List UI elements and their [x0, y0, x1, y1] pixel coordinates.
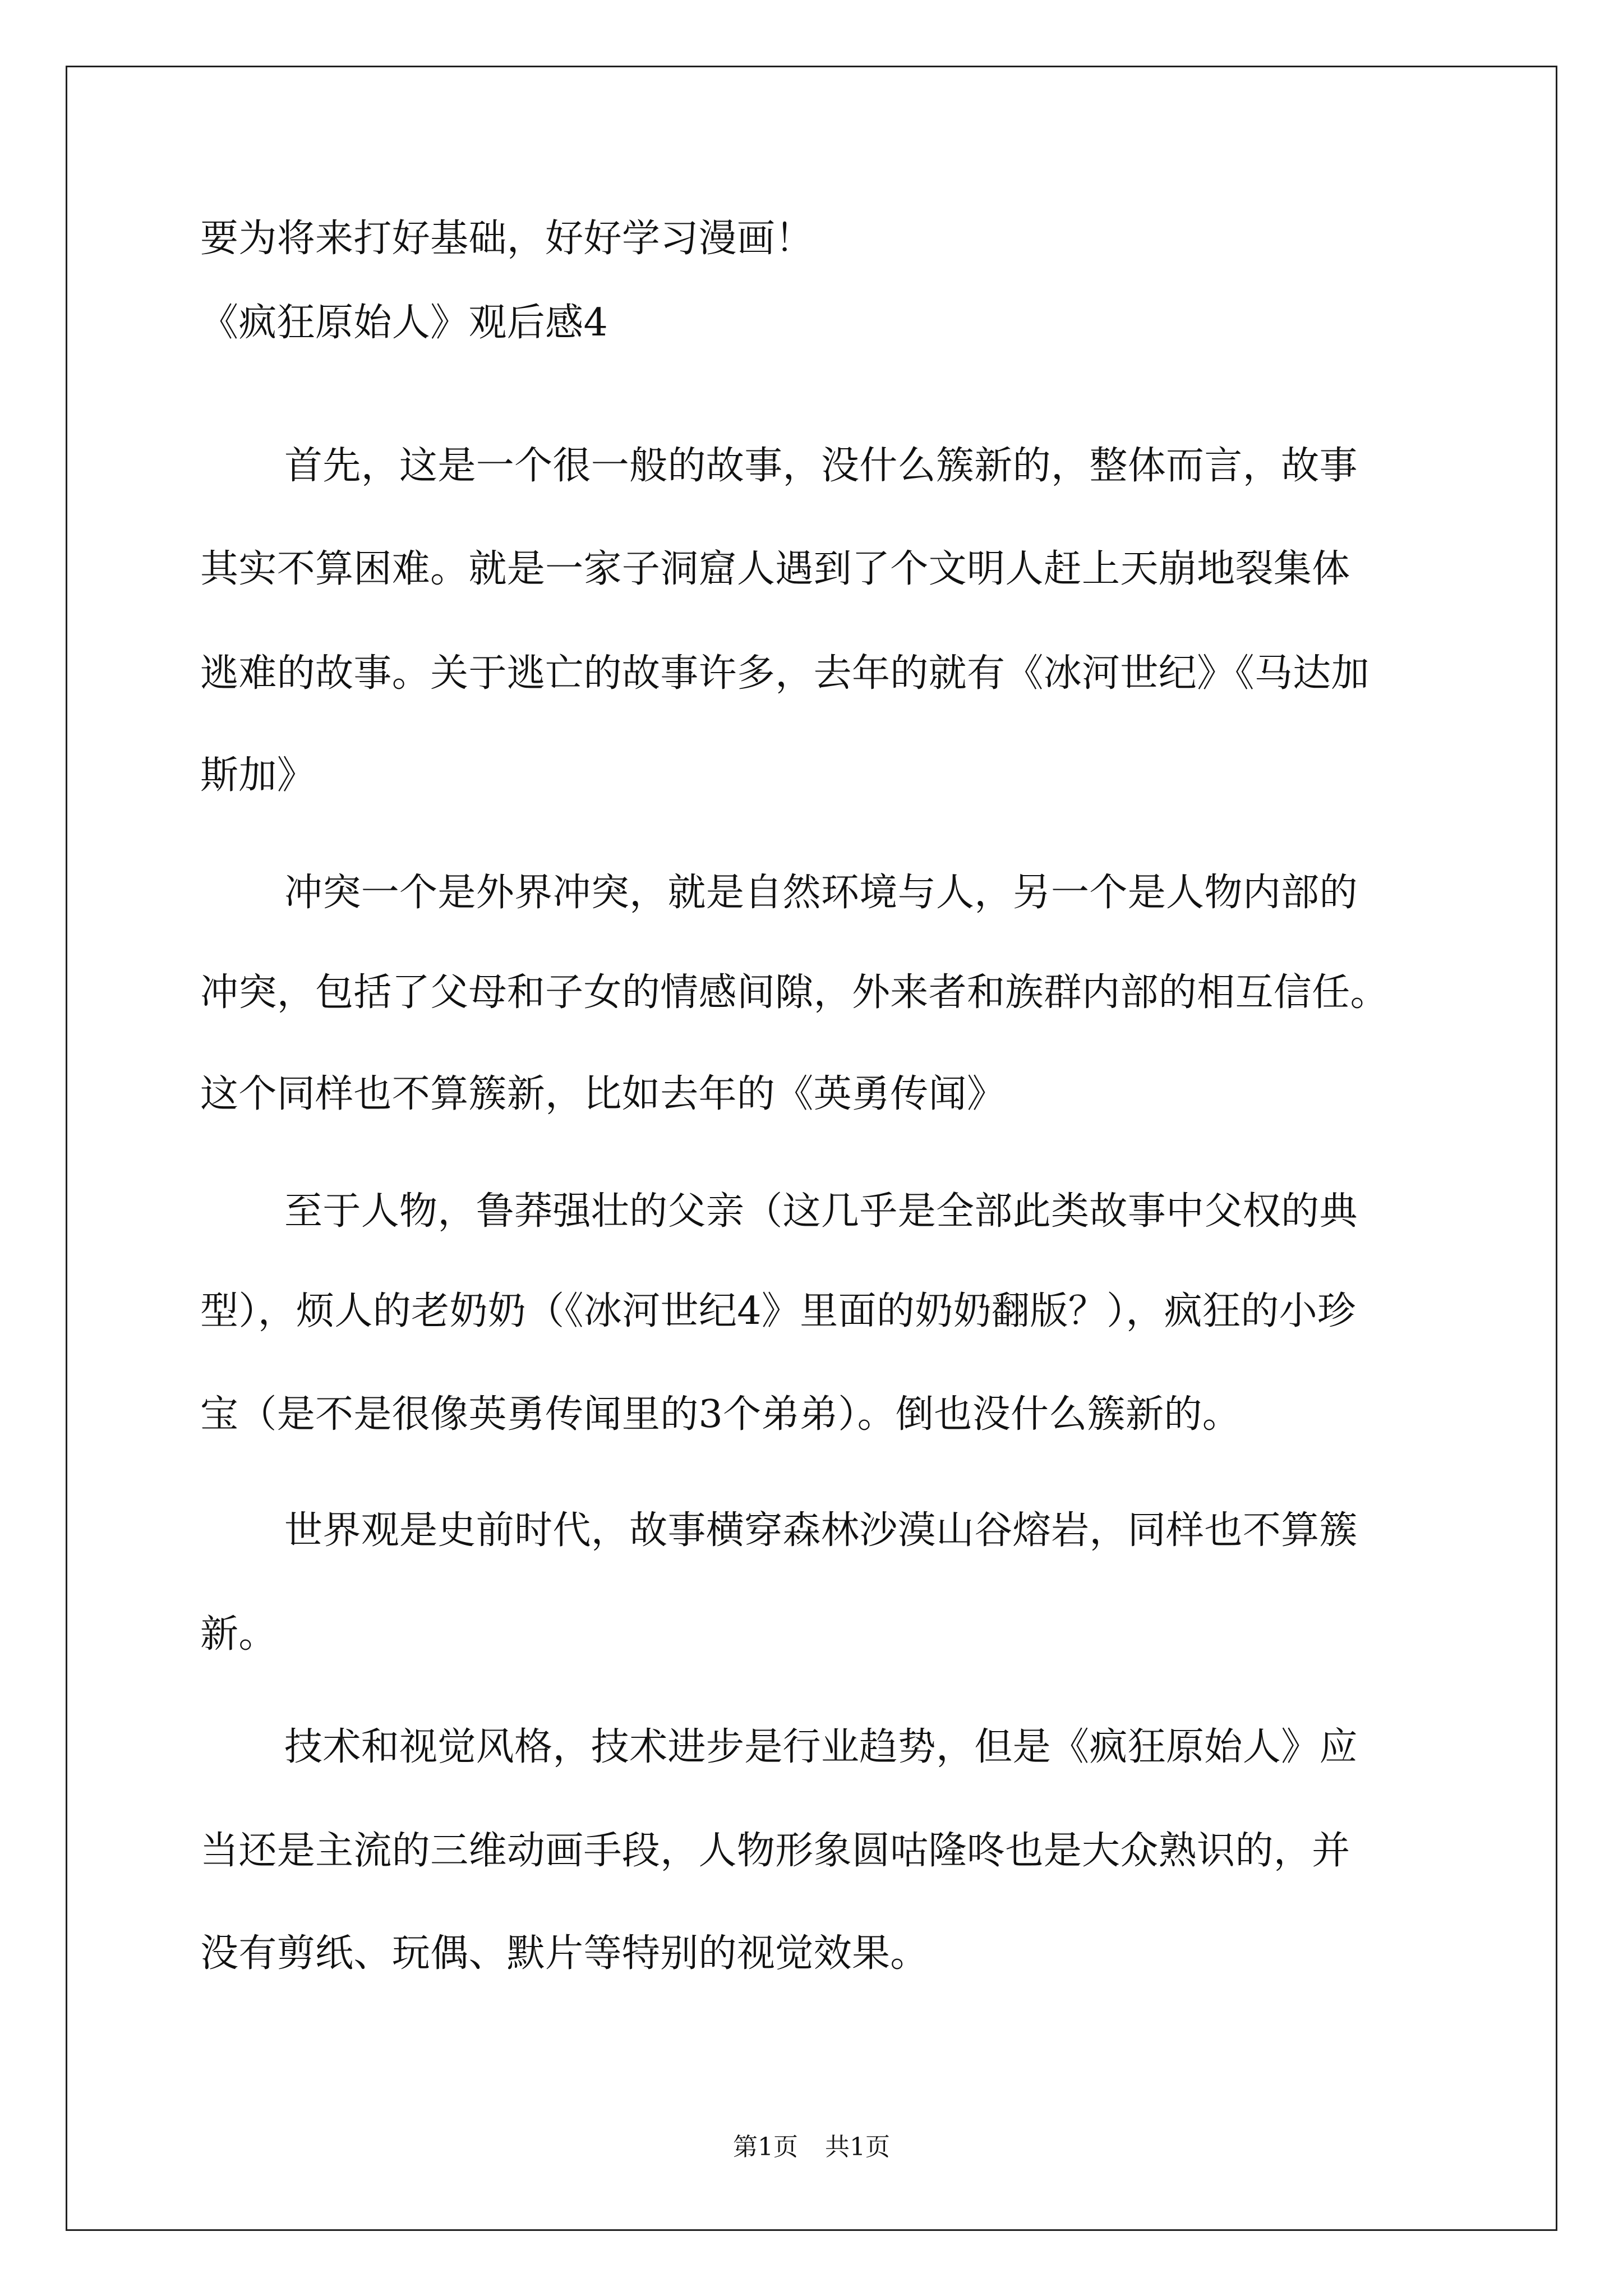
paragraph-3-line-1: 至于人物，鲁莽强壮的父亲（这几乎是全部此类故事中父权的典	[284, 1189, 1358, 1234]
paragraph-1-line-1: 首先，这是一个很一般的故事，没什么簇新的，整体而言，故事	[284, 444, 1358, 488]
paragraph-2-line-2: 冲突，包括了父母和子女的情感间隙，外来者和族群内部的相互信任。	[200, 970, 1389, 1015]
paragraph-3-line-2: 型），烦人的老奶奶（《冰河世纪4》里面的奶奶翻版？），疯狂的小珍	[200, 1289, 1356, 1333]
paragraph-2-line-3: 这个同样也不算簇新，比如去年的《英勇传闻》	[200, 1072, 1006, 1116]
paragraph-4-line-2: 新。	[200, 1612, 277, 1657]
page-total: 共1页	[825, 2133, 890, 2161]
paragraph-1-line-4: 斯加》	[200, 753, 316, 798]
paragraph-1-line-3: 逃难的故事。关于逃亡的故事许多，去年的就有《冰河世纪》《马达加	[200, 651, 1370, 696]
section-heading: 《疯狂原始人》观后感4	[200, 301, 608, 345]
paragraph-4-line-1: 世界观是史前时代，故事横穿森林沙漠山谷熔岩，同样也不算簇	[284, 1508, 1358, 1553]
page-footer	[0, 2135, 1623, 2160]
paragraph-2-line-1: 冲突一个是外界冲突，就是自然环境与人，另一个是人物内部的	[284, 871, 1358, 915]
body-line-1: 要为将来打好基础，好好学习漫画！	[200, 217, 814, 261]
paragraph-5-line-2: 当还是主流的三维动画手段，人物形象圆咕隆咚也是大众熟识的，并	[200, 1829, 1350, 1873]
paragraph-5-line-1: 技术和视觉风格，技术进步是行业趋势，但是《疯狂原始人》应	[284, 1725, 1358, 1769]
page-border	[66, 66, 1557, 2231]
page-number: 第1页	[733, 2133, 798, 2161]
paragraph-5-line-3: 没有剪纸、玩偶、默片等特别的视觉效果。	[200, 1931, 929, 1976]
paragraph-1-line-2: 其实不算困难。就是一家子洞窟人遇到了个文明人赶上天崩地裂集体	[200, 547, 1350, 591]
paragraph-3-line-3: 宝（是不是很像英勇传闻里的3个弟弟）。倒也没什么簇新的。	[200, 1392, 1241, 1437]
